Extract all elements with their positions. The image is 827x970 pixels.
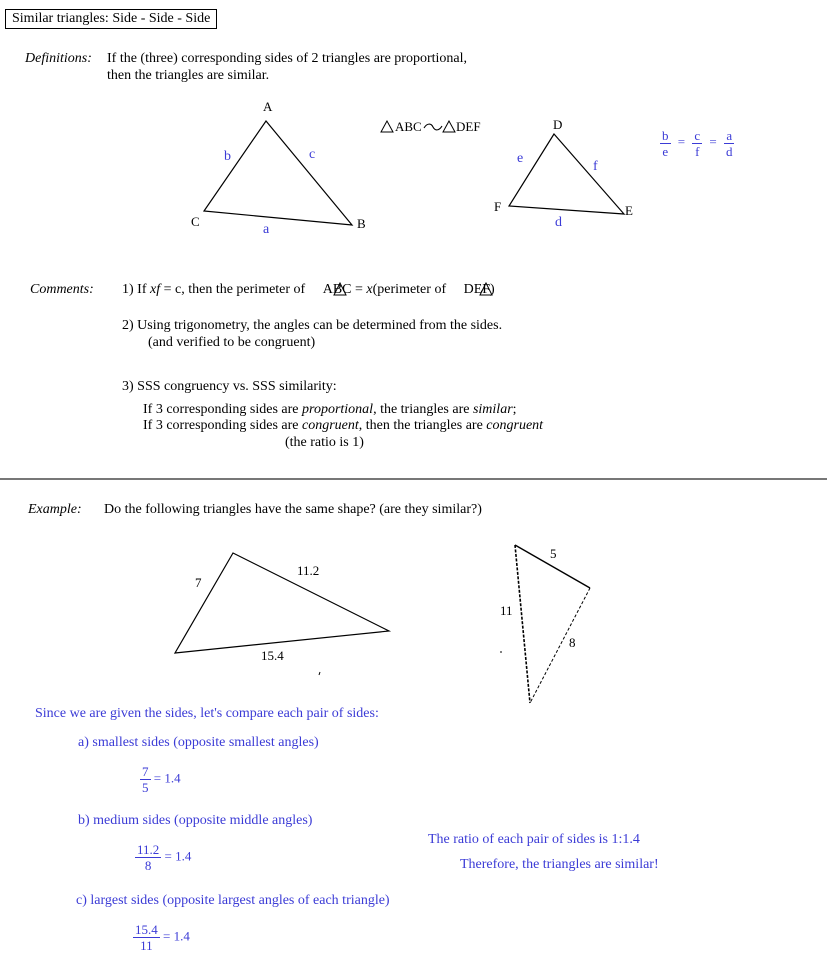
vertex-c-label: C <box>191 214 200 229</box>
fraction-numerator: b <box>662 128 669 143</box>
example-tri2-side-11: 11 <box>500 603 513 618</box>
part-c-result: = 1.4 <box>163 928 190 944</box>
vertex-e-label: E <box>625 203 633 218</box>
fraction-denominator: 5 <box>142 780 149 795</box>
side-f-label: f <box>593 159 598 174</box>
comment-3-text: ; <box>512 402 517 417</box>
fraction-numerator: a <box>724 128 735 144</box>
fraction-denominator: f <box>695 144 700 159</box>
part-a-result: = 1.4 <box>153 770 181 786</box>
comment-3-line-1: 3) SSS congruency vs. SSS similarity: <box>122 379 337 394</box>
comment-1-text-c: (perimeter of <box>372 282 447 297</box>
side-a-label: a <box>263 222 270 237</box>
part-b-fraction <box>135 842 161 873</box>
section-divider <box>0 478 827 480</box>
fraction-numerator: 7 <box>142 764 149 779</box>
side-c-label: c <box>309 147 316 162</box>
comment-3-line-3 <box>143 418 543 434</box>
comment-2-line-2: (and verified to be congruent) <box>148 335 316 350</box>
comment-1-text-d: DEF) <box>463 282 495 297</box>
example-triangle-1 <box>175 553 389 653</box>
comment-3-line-4: (the ratio is 1) <box>285 435 364 450</box>
example-triangle-2-side-11 <box>515 545 530 703</box>
comment-1-var: xf <box>150 282 161 297</box>
comment-1-prefix: 1) If <box>122 282 147 297</box>
vertex-d-label: D <box>553 117 563 132</box>
example-triangle-2-side-8 <box>530 588 590 703</box>
comment-3-emph: congruent <box>302 418 359 433</box>
definitions-label: Definitions: <box>25 51 92 66</box>
ratio-equation <box>660 128 734 159</box>
equals-sign: = <box>677 134 686 150</box>
fraction-numerator: c <box>694 128 701 143</box>
comment-1-text-a: = c, then the perimeter of <box>163 282 306 297</box>
example-tri1-side-15-4: 15.4 <box>261 648 284 663</box>
comment-3-emph: proportional <box>302 402 374 417</box>
similarity-left: ABC <box>395 119 422 134</box>
part-c-fraction <box>133 922 160 953</box>
example-tri2-side-8: 8 <box>569 635 576 650</box>
triangle-symbol-icon <box>443 121 455 132</box>
ratio-fraction <box>724 128 735 159</box>
example-question: Do the following triangles have the same shape? (are they similar?) <box>104 502 482 517</box>
part-a-equation <box>140 764 181 795</box>
vertex-a-label: A <box>263 99 273 114</box>
fraction-denominator: e <box>662 144 669 159</box>
comment-1 <box>122 282 495 298</box>
comment-3-line-2 <box>143 402 517 418</box>
part-a-fraction <box>140 764 151 795</box>
example-tri1-side-7: 7 <box>195 575 202 590</box>
vertex-b-label: B <box>357 216 366 231</box>
triangle-def <box>509 134 624 214</box>
ratio-fraction <box>660 128 671 159</box>
comment-1-var2: x <box>366 282 373 297</box>
fraction-denominator: 11 <box>140 938 153 953</box>
comment-3-text: If 3 corresponding sides are <box>143 418 299 433</box>
part-b-equation <box>135 842 191 873</box>
comment-2-line-1: 2) Using trigonometry, the angles can be determined from the sides. <box>122 318 503 333</box>
example-tri1-side-11-2: 11.2 <box>297 563 320 578</box>
triangle-symbol-icon <box>381 121 393 132</box>
definition-line-1: If the (three) corresponding sides of 2 triangles are proportional, <box>107 51 467 66</box>
similar-symbol-icon <box>424 124 442 130</box>
example-tri2-side-5: 5 <box>550 546 557 561</box>
fraction-denominator: d <box>725 144 733 159</box>
comment-3-emph: similar <box>472 402 513 417</box>
part-b-label: b) medium sides (opposite middle angles) <box>78 813 313 828</box>
definition-line-2: then the triangles are similar. <box>107 68 270 83</box>
part-c-label: c) largest sides (opposite largest angles of each triangle) <box>76 893 390 908</box>
comment-3-emph: congruent <box>486 418 544 433</box>
ratio-fraction <box>692 128 702 159</box>
comment-3-text: , the triangles are <box>373 402 470 417</box>
conclusion-similar: Therefore, the triangles are similar! <box>460 857 659 872</box>
side-d-label: d <box>555 215 562 230</box>
similarity-right: DEF <box>456 119 481 134</box>
part-b-result: = 1.4 <box>164 848 192 864</box>
side-e-label: e <box>517 151 524 166</box>
fraction-numerator: 11.2 <box>137 842 160 857</box>
comment-3-text: If 3 corresponding sides are <box>143 402 299 417</box>
vertex-f-label: F <box>494 199 502 214</box>
example-label: Example: <box>28 502 82 517</box>
triangle-abc <box>204 121 352 225</box>
example-intro: Since we are given the sides, let's compare each pair of sides: <box>35 706 379 721</box>
fraction-numerator: 15.4 <box>135 922 158 937</box>
equals-sign: = <box>709 134 717 150</box>
comment-3-text: , then the triangles are <box>358 418 483 433</box>
fraction-denominator: 8 <box>144 858 152 873</box>
side-b-label: b <box>224 149 231 164</box>
comments-label: Comments: <box>30 282 94 297</box>
stray-mark <box>319 672 320 675</box>
part-a-label: a) smallest sides (opposite smallest angles) <box>78 735 319 750</box>
comment-1-text-b: ABC = <box>322 282 363 297</box>
part-c-equation <box>133 922 190 953</box>
page-title: Similar triangles: Side - Side - Side <box>5 9 217 29</box>
conclusion-ratio: The ratio of each pair of sides is 1:1.4 <box>428 832 640 847</box>
